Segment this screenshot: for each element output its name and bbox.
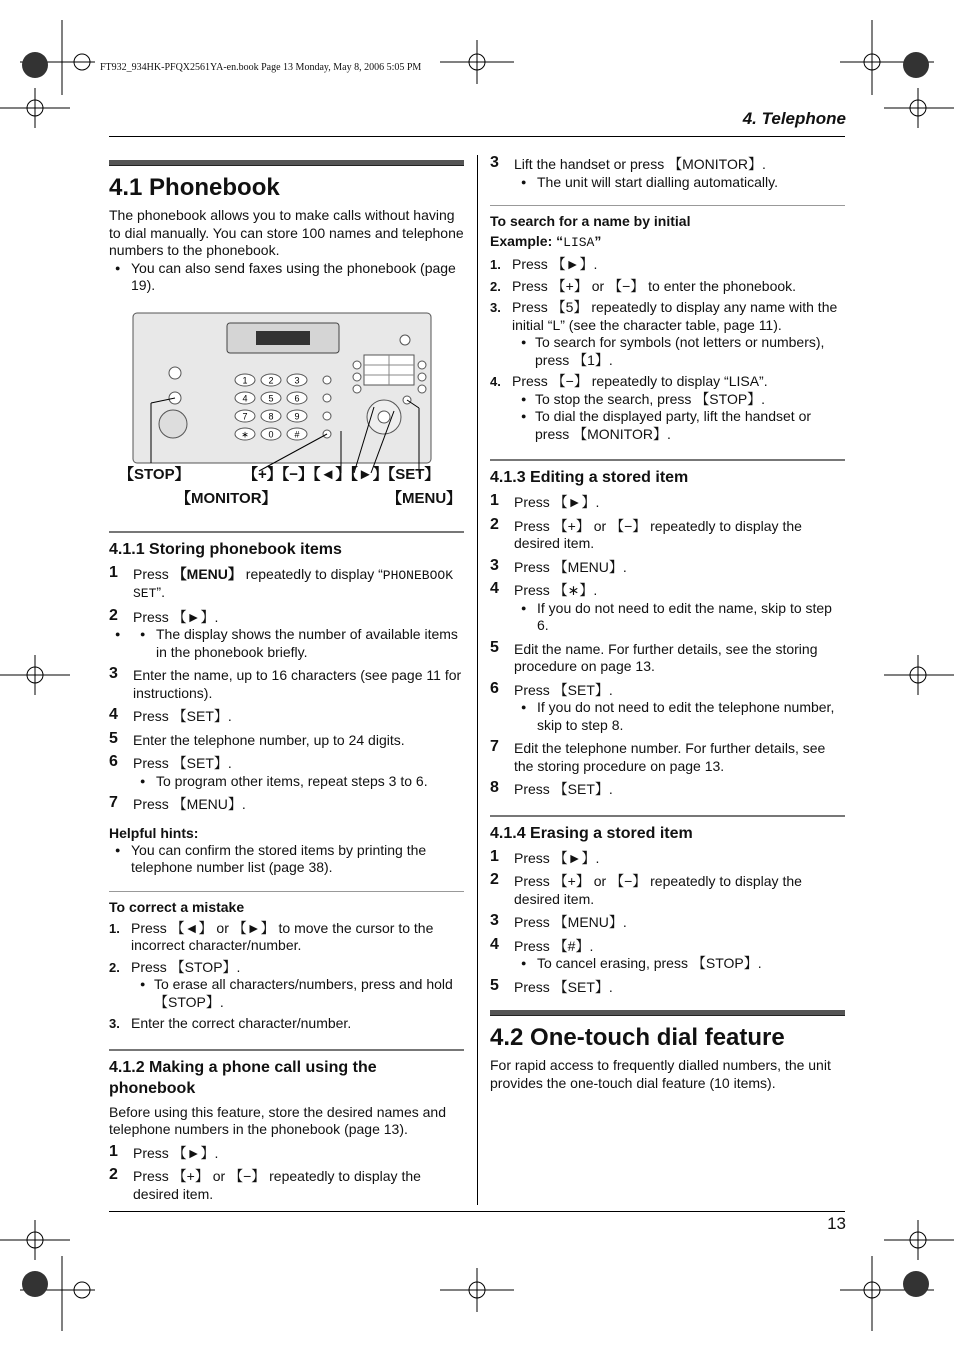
keypad-key-label: #	[294, 429, 300, 439]
intro-text: The phonebook allows you to make calls without having to dial manually. You can store 100 names and telephone numbers to the phonebook.	[109, 207, 464, 258]
step-number: 3	[490, 556, 499, 574]
keypad-key-label: 4	[242, 393, 248, 403]
step-item	[490, 278, 845, 296]
step-item	[490, 373, 845, 391]
step-item	[109, 606, 464, 627]
section-divider	[490, 459, 845, 461]
step-text: Enter the name, up to 16 characters (see page 11 for instructions).	[133, 667, 462, 701]
step-number: 2	[490, 515, 499, 533]
step-text: Press 【#】.	[514, 937, 594, 954]
step-item	[490, 847, 845, 868]
step-item	[490, 679, 845, 700]
keypad-key-label: 3	[294, 375, 300, 385]
divider	[109, 891, 464, 892]
keypad-key-label: ∗	[241, 429, 249, 439]
step-number: 5	[109, 729, 118, 747]
section-divider	[109, 531, 464, 533]
bullet-text: The display shows the number of available items in the phonebook briefly.	[156, 626, 458, 660]
step-text: Press 【►】.	[512, 256, 598, 272]
step-text: Press 【MENU】.	[514, 914, 627, 930]
step-text: Press 【+】 or 【−】 repeatedly to display the desired item.	[133, 1168, 421, 1202]
step-item	[109, 1015, 464, 1033]
step-text: Press	[133, 565, 173, 582]
bullet-item: ● If you do not need to edit the name, skip to step 6.	[490, 600, 845, 635]
step-number: 7	[490, 738, 499, 755]
step-text: Press 【►】.	[133, 608, 219, 625]
step-item	[109, 1142, 464, 1163]
step-text: ”.	[156, 584, 165, 600]
step-item	[109, 708, 464, 726]
display-text: LISA	[563, 235, 595, 250]
step-text: Press 【∗】.	[514, 582, 598, 598]
step-item	[490, 638, 845, 676]
bullet-item: ● To stop the search, press 【STOP】.	[490, 391, 845, 409]
keypad-key-label: 9	[294, 411, 300, 421]
subsection-title: 4.1.4 Erasing a stored item	[490, 824, 693, 842]
step-item	[109, 729, 464, 750]
section-title: 4.2 One-touch dial feature	[490, 1024, 785, 1051]
step-number: 3	[490, 912, 499, 929]
step-number: 3	[490, 154, 499, 171]
column-divider	[477, 155, 478, 1205]
bullet-item: ● If you do not need to edit the telephone number, skip to step 8.	[490, 699, 845, 734]
left-column	[109, 160, 464, 1203]
step-text: Press 【SET】.	[514, 781, 613, 797]
step-number: 2	[490, 871, 499, 888]
step-number: 4	[490, 580, 499, 597]
keypad-key-label: 2	[268, 375, 274, 385]
label-monitor: 【MONITOR】	[176, 489, 277, 507]
step-item	[490, 515, 845, 553]
step-item	[490, 935, 845, 956]
step-number: 4.	[490, 374, 501, 389]
bullet-item: ● To search for symbols (not letters or numbers), press 【1】.	[490, 334, 845, 369]
intro-text: For rapid access to frequently dialled numbers, the unit provides the one-touch dial feature (10 items).	[490, 1057, 831, 1091]
correct-title: To correct a mistake	[109, 898, 245, 915]
page-number: 13	[827, 1214, 846, 1233]
step-item	[490, 582, 845, 600]
subsection-title: 4.1.1 Storing phonebook items	[109, 540, 342, 558]
label-stop: 【STOP】	[119, 465, 190, 483]
step-text: Press 【SET】.	[514, 978, 613, 995]
intro-text: Before using this feature, store the desired names and telephone numbers in the phonebook (page 13).	[109, 1103, 446, 1137]
step-text: Press 【SET】.	[133, 708, 232, 724]
file-info: FT932_934HK-PFQX2561YA-en.book Page 13 Monday, May 8, 2006 5:05 PM	[100, 62, 422, 73]
footer-rule	[109, 1211, 845, 1212]
step-number: 4	[109, 706, 118, 723]
subsection-title: 4.1.3 Editing a stored item	[490, 469, 689, 486]
step-item	[490, 873, 845, 908]
step-number: 2	[109, 1166, 118, 1183]
step-number: 2.	[109, 959, 120, 975]
step-item	[109, 1168, 464, 1203]
step-number: 3.	[109, 1016, 120, 1031]
section-bar	[109, 160, 464, 166]
step-number: 5	[490, 638, 499, 656]
step-number: 1	[109, 563, 118, 581]
divider	[490, 205, 845, 206]
step-item	[109, 755, 464, 773]
step-text: Press 【►】.	[133, 1144, 219, 1161]
step-text: Press 【+】 or 【−】 to enter the phonebook.	[512, 277, 797, 294]
step-number: 1	[109, 1142, 118, 1160]
bullet-item: ● To program other items, repeat steps 3 to 6.	[109, 773, 464, 791]
search-example	[490, 232, 845, 252]
section-divider	[109, 1049, 464, 1051]
hints-title: Helpful hints:	[109, 824, 199, 841]
example-label: Example: “	[490, 233, 564, 249]
step-item	[490, 781, 845, 799]
keypad-key-label: 5	[268, 393, 274, 403]
keypad-key-label: 0	[268, 429, 274, 439]
section-title: 4.1 Phonebook	[109, 174, 280, 201]
step-item	[109, 959, 464, 977]
label-navigation-keys: 【+】【−】【◄】【►】【SET】	[243, 465, 440, 483]
step-number: 2	[109, 606, 118, 624]
keypad-key-label: 1	[242, 375, 248, 385]
step-number: 1.	[490, 257, 501, 272]
step-text: Press 【MENU】.	[514, 558, 627, 575]
step-item	[490, 256, 845, 274]
bullet-item: ● You can confirm the stored items by printing the telephone number list (page 38).	[109, 842, 464, 877]
running-head: 4. Telephone	[742, 109, 846, 128]
step-number: 3	[109, 665, 118, 682]
step-item	[490, 299, 845, 334]
step-number: 5	[490, 976, 499, 994]
subsection-title: 4.1.2 Making a phone call using the phonebook	[109, 1058, 377, 1097]
label-menu: 【MENU】	[387, 489, 462, 507]
step-text: Press 【►】.	[514, 494, 600, 510]
bullet-item: ● To dial the displayed party, lift the handset or press 【MONITOR】.	[490, 408, 845, 443]
header-rule	[109, 136, 845, 137]
step-item	[490, 976, 845, 997]
step-text: Press 【◄】 or 【►】 to move the cursor to the incorrect character/number.	[131, 919, 434, 953]
step-number: 2.	[490, 278, 501, 294]
step-text: Press 【5】 repeatedly to display any name with the initial “L” (see the character table, page 11).	[512, 299, 838, 333]
step-text: Press 【+】 or 【−】 repeatedly to display the desired item.	[514, 873, 802, 907]
bullet-item: ● The unit will start dialling automatically.	[490, 174, 845, 192]
display-text: PHONEBOOK SET	[133, 567, 453, 601]
step-text: Press 【−】 repeatedly to display “LISA”.	[512, 373, 768, 389]
keypad-key-label: 7	[242, 411, 248, 421]
section-bar	[490, 1010, 845, 1016]
step-item	[109, 920, 464, 955]
step-number: 7	[109, 794, 118, 811]
fax-machine-illustration	[109, 303, 464, 473]
step-number: 3.	[490, 300, 501, 315]
search-title: To search for a name by initial	[490, 213, 691, 229]
step-item	[109, 796, 464, 814]
step-number: 6	[109, 753, 118, 770]
step-text: Edit the telephone number. For further details, see the storing procedure on page 13.	[514, 740, 826, 774]
bullet-item: ● To cancel erasing, press 【STOP】.	[490, 955, 845, 973]
step-text: Lift the handset or press 【MONITOR】.	[514, 156, 766, 172]
step-text: repeatedly to display “	[241, 565, 383, 582]
step-text: Enter the correct character/number.	[131, 1015, 352, 1031]
step-number: 4	[490, 935, 499, 953]
step-text: Edit the name. For further details, see the storing procedure on page 13.	[514, 640, 818, 674]
step-text: Press 【STOP】.	[131, 958, 241, 975]
step-item	[109, 667, 464, 702]
step-text: Press 【+】 or 【−】 repeatedly to display the desired item.	[514, 517, 802, 551]
step-number: 1	[490, 492, 499, 509]
step-text: Press 【►】.	[514, 849, 600, 866]
step-item	[490, 740, 845, 775]
bullet-item: ● To erase all characters/numbers, press and hold 【STOP】.	[109, 976, 464, 1011]
step-item	[490, 556, 845, 577]
step-number: 6	[490, 679, 499, 697]
key-label: 【MENU】	[172, 565, 242, 582]
step-number: 8	[490, 779, 499, 796]
right-column	[490, 150, 845, 1092]
keypad-key-label: 8	[268, 411, 274, 421]
keypad-key-label: 6	[294, 393, 300, 403]
step-item	[109, 563, 464, 603]
step-number: 1.	[109, 920, 120, 936]
step-item	[490, 494, 845, 512]
device-diagram	[109, 303, 464, 515]
step-text: Enter the telephone number, up to 24 digits.	[133, 731, 405, 748]
step-item	[490, 914, 845, 932]
step-text: Press 【SET】.	[133, 755, 232, 771]
step-item	[490, 156, 845, 174]
bullet-item: ● ● The display shows the number of available items in the phonebook briefly.	[109, 626, 464, 661]
bullet-item: ● You can also send faxes using the phonebook (page 19).	[109, 260, 464, 295]
section-divider	[490, 815, 845, 817]
step-text: Press 【MENU】.	[133, 796, 246, 812]
step-number: 1	[490, 847, 499, 865]
step-text: Press 【SET】.	[514, 681, 613, 698]
example-end: ”	[594, 233, 602, 249]
